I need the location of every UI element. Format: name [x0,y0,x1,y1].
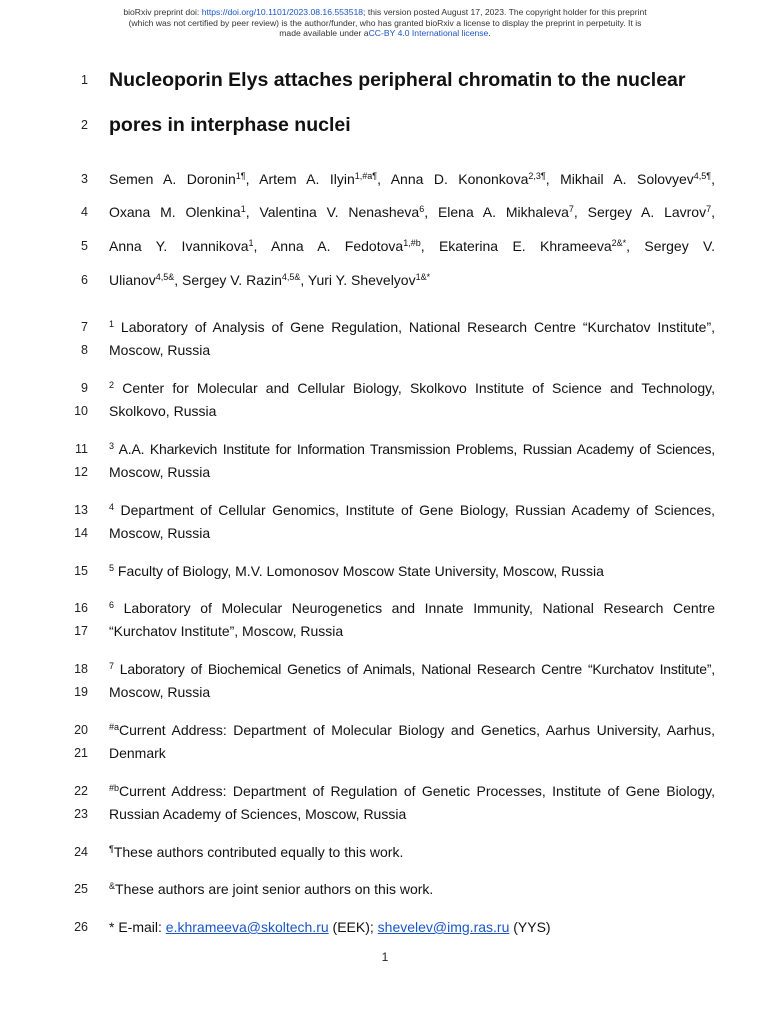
line-number: 6 [81,273,88,287]
affil-sup: ¶ [109,844,114,854]
line-number: 19 [74,685,88,699]
line-number: 1 [81,73,88,87]
line-number: 23 [74,807,88,821]
line-number: 26 [74,920,88,934]
author-affil-sup: 4,5& [281,272,301,282]
author-line: Oxana M. Olenkina$^1$, Valentina V. Nenasheva$^6$, Elena A. Mikhaleva$^7$, Sergey A. Lavrov$^7$, [109,204,715,220]
affil-sup: & [109,881,116,891]
author-affil-sup: 2,3¶ [528,171,546,181]
author-affil-sup: 1 [240,204,246,214]
line-number: 20 [74,723,88,737]
line-number: 24 [74,845,88,859]
email-link-khrameeva[interactable]: e.khrameeva@skoltech.ru [165,919,329,935]
author-line: Anna Y. Ivannikova$^1$, Anna A. Fedotova$^{1,\#b}$, Ekaterina E. Khrameeva$^{2\&*}$, Sergey V. [109,238,716,254]
author-affil-sup: 1¶ [235,171,246,181]
affiliation: $^1$ Laboratory of Analysis of Gene Regulation, National Research Centre “Kurchatov Institute”, [109,319,715,335]
line-number: 11 [75,442,88,456]
author-name: Yuri Y. Shevelyov [307,272,416,288]
author-line: Ulianov$^{4,5\&}$, Sergey V. Razin$^{4,5\&}$, Yuri Y. Shevelyov$^{1\&*}$ [109,272,431,288]
affiliation: $^2$ Center for Molecular and Cellular Biology, Skolkovo Institute of Science and Technology, [109,380,715,396]
author-affil-sup: 4,5¶ [693,171,712,181]
affiliation-cont: Moscow, Russia [109,342,211,358]
line-number: 10 [74,404,88,418]
author-name: Sergey A. Lavrov [587,204,707,220]
affiliation: $^3$ A.A. Kharkevich Institute for Information Transmission Problems, Russian Academy of Sciences, [109,441,715,457]
author-name: Mikhail A. Solovyev [560,171,694,187]
header-text: made available under a [279,28,369,39]
author-name: Oxana M. Olenkina [109,204,241,220]
current-address: $^{\#b}$Current Address: Department of Regulation of Genetic Processes, Institute of Gene Biology, [109,783,715,799]
line-number: 14 [74,526,88,540]
line-number: 3 [81,172,88,186]
affil-sup: 5 [109,563,115,573]
author-affil-sup: 2&* [611,238,627,248]
affiliation: $^4$ Department of Cellular Genomics, Institute of Gene Biology, Russian Academy of Sciences, [109,502,716,518]
header-text: (which was not certified by peer review) is the author/funder, who has granted bioRxiv a license to display the preprint in perpetuity. It is [128,17,642,28]
line-number: 25 [74,882,88,896]
affil-sup: 2 [109,380,115,390]
license-link[interactable]: CC-BY 4.0 International license [368,28,489,39]
header-text: ; this version posted August 17, 2023. The copyright holder for this preprint [363,7,647,17]
paper-title: pores in interphase nuclei [109,114,351,136]
correspondence-email: * E-mail: e.khrameeva@skoltech.ru (EEK); shevelev@img.ras.ru (YYS) [109,919,551,935]
author-name: Elena A. Mikhaleva [437,204,569,220]
affil-sup: 4 [109,502,115,512]
affil-sup: 7 [109,661,114,671]
affiliation-cont: Moscow, Russia [109,684,211,700]
line-number: 2 [81,118,88,132]
line-number: 8 [81,343,88,357]
author-name: Artem A. Ilyin [259,171,355,187]
affil-sup: #a [109,722,120,732]
senior-authors-note: &These authors are joint senior authors on this work. [109,881,434,897]
line-number: 13 [74,503,88,517]
author-affil-sup: 6 [419,204,425,214]
line-number: 18 [74,662,88,676]
header-text: bioRxiv preprint doi: [123,7,202,17]
line-number: 22 [74,784,88,798]
header-text: . [488,28,491,39]
line-number: 4 [81,205,88,219]
line-number: 9 [81,381,88,395]
current-address: $^{\#a}$Current Address: Department of Molecular Biology and Genetics, Aarhus University, Aarhus, [109,722,715,738]
affiliation-cont: Moscow, Russia [109,525,211,541]
author-affil-sup: 1&* [415,272,431,282]
author-line: Semen A. Doronin$^{1\P}$, Artem A. Ilyin$^{1,\#a\P}$, Anna D. Kononkova$^{2,3\P}$, Mikhail A. Solovyev$^{4,5\P}$, [109,171,716,187]
line-number: 15 [74,564,88,578]
affiliation-cont: “Kurchatov Institute”, Moscow, Russia [109,623,344,639]
line-number: 21 [74,746,88,760]
equal-contribution-note: ¶These authors contributed equally to this work. [109,844,404,860]
preprint-header [0,7,770,39]
affil-sup: 6 [109,600,115,610]
affiliation: $^7$ Laboratory of Biochemical Genetics of Animals, National Research Centre “Kurchatov Institute”, [109,661,715,677]
doi-link[interactable]: https://doi.org/10.1101/2023.08.16.553518 [201,7,364,17]
author-name: Valentina V. Nenasheva [259,204,420,220]
line-number: 7 [81,320,88,334]
author-affil-sup: 7 [706,204,712,214]
author-name: Ekaterina E. Khrameeva [438,238,612,254]
line-number: 12 [74,465,88,479]
author-affil-sup: 1,#b [403,238,421,248]
author-name: Sergey V. Razin [182,272,282,288]
author-affil-sup: 7 [568,204,574,214]
author-name: Sergey V. [644,238,716,254]
affiliation-cont: Moscow, Russia [109,464,211,480]
affiliation: $^6$ Laboratory of Molecular Neurogenetics and Innate Immunity, National Research Centre [109,600,715,616]
author-name: Anna Y. Ivannikova [109,238,249,254]
author-name: Anna D. Kononkova [390,171,529,187]
affiliation: $^5$ Faculty of Biology, M.V. Lomonosov Moscow State University, Moscow, Russia [109,563,604,579]
affiliation-cont: Denmark [109,745,166,761]
line-number: 17 [74,624,88,638]
author-name: Anna A. Fedotova [270,238,404,254]
affil-sup: 1 [109,319,115,329]
author-affil-sup: 1,#a¶ [354,171,378,181]
affil-sup: #b [109,783,120,793]
affil-sup: 3 [109,441,114,451]
author-name: Semen A. Doronin [109,171,236,187]
author-name: Ulianov [109,272,156,288]
author-affil-sup: 4,5& [155,272,175,282]
affiliation-cont: Russian Academy of Sciences, Moscow, Russia [109,806,407,822]
email-link-shevelev[interactable]: shevelev@img.ras.ru [377,919,510,935]
line-number: 16 [74,601,88,615]
author-affil-sup: 1 [248,238,254,248]
page-number: 1 [381,950,389,964]
affiliation-cont: Skolkovo, Russia [109,403,217,419]
line-number: 5 [81,239,88,253]
paper-title: Nucleoporin Elys attaches peripheral chromatin to the nuclear [109,69,686,91]
